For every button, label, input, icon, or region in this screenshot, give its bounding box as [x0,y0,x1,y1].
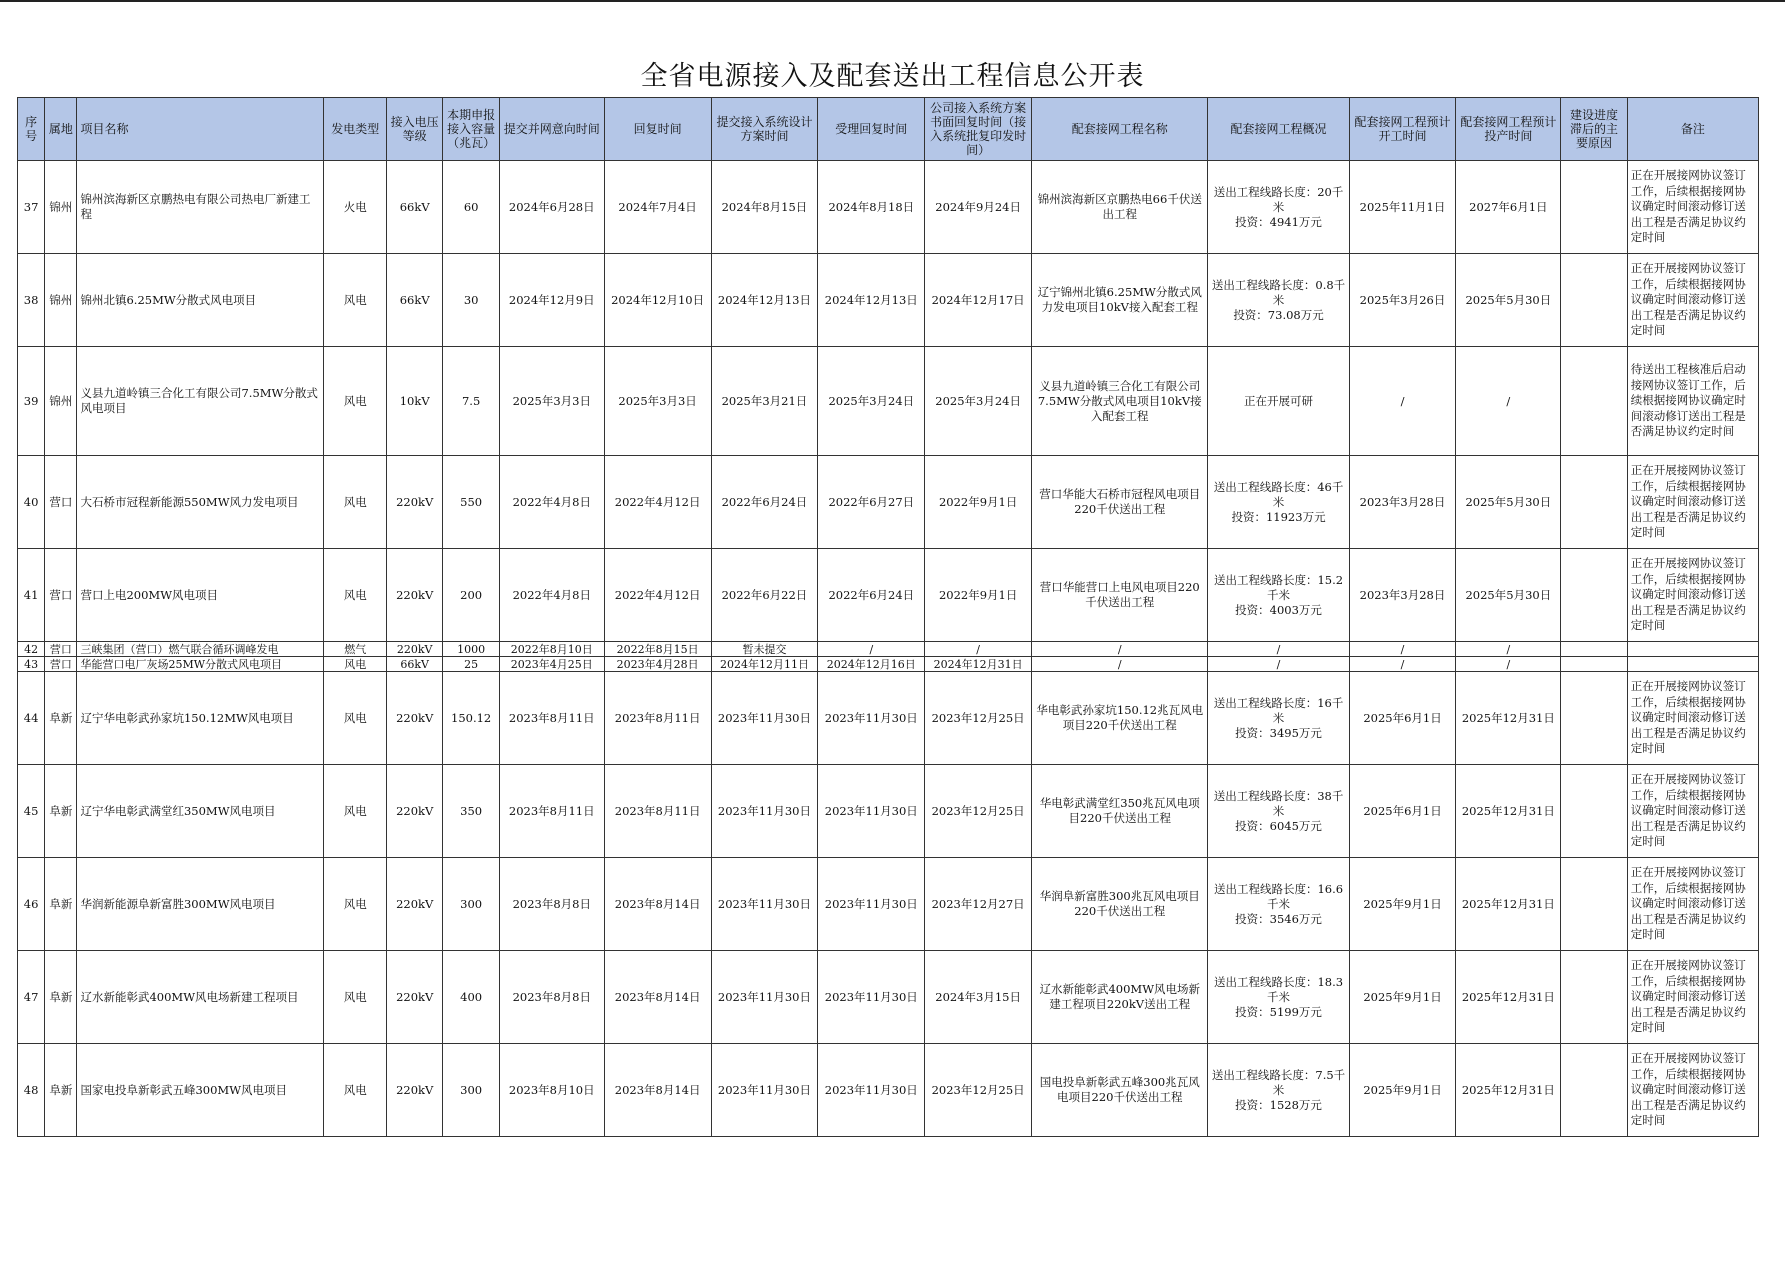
cell-reply: 2025年3月3日 [604,347,711,456]
cell-submit-intent: 2023年8月11日 [499,765,604,858]
cell-reply: 2023年8月14日 [604,1044,711,1137]
cell-submit-intent: 2024年6月28日 [499,161,604,254]
cell-delay-reason [1561,858,1628,951]
cell-city: 阜新 [45,672,77,765]
cell-delay-reason [1561,672,1628,765]
cell-approval: 2024年12月31日 [925,657,1032,672]
cell-capacity: 150.12 [443,672,499,765]
cell-voltage: 220kV [386,858,442,951]
cell-start: 2025年6月1日 [1349,765,1456,858]
cell-remark: 正在开展接网协议签订工作，后续根据接网协议确定时间滚动修订送出工程是否满足协议约定时间 [1627,161,1758,254]
cell-remark [1627,642,1758,657]
cell-submit-design: 2023年11月30日 [711,951,818,1044]
cell-proj-overview: 送出工程线路长度：20千米 投资：4941万元 [1208,161,1349,254]
header-reply: 回复时间 [604,98,711,161]
cell-remark [1627,657,1758,672]
cell-delay-reason [1561,951,1628,1044]
cell-voltage: 220kV [386,642,442,657]
cell-start: / [1349,347,1456,456]
cell-remark: 待送出工程核准后启动接网协议签订工作，后续根据接网协议确定时间滚动修订送出工程是否满足协议约定时间 [1627,347,1758,456]
cell-delay-reason [1561,549,1628,642]
table-row [18,254,1759,347]
cell-accept-reply: 2023年11月30日 [818,951,925,1044]
header-type: 发电类型 [324,98,387,161]
cell-proj-name: 锦州滨海新区京鹏热电66千伏送出工程 [1032,161,1208,254]
cell-operate: / [1456,657,1561,672]
table-row [18,951,1759,1044]
header-name: 项目名称 [77,98,324,161]
cell-operate: 2025年5月30日 [1456,254,1561,347]
cell-submit-intent: 2023年8月8日 [499,951,604,1044]
cell-capacity: 300 [443,1044,499,1137]
cell-accept-reply: 2024年12月16日 [818,657,925,672]
cell-capacity: 1000 [443,642,499,657]
cell-remark: 正在开展接网协议签订工作，后续根据接网协议确定时间滚动修订送出工程是否满足协议约定时间 [1627,456,1758,549]
cell-submit-design: 2022年6月22日 [711,549,818,642]
cell-submit-design: 2024年8月15日 [711,161,818,254]
cell-seq: 46 [18,858,45,951]
cell-capacity: 25 [443,657,499,672]
cell-start: 2025年6月1日 [1349,672,1456,765]
table-row [18,657,1759,672]
table-body [18,161,1759,1137]
cell-start: / [1349,657,1456,672]
cell-city: 阜新 [45,1044,77,1137]
cell-reply: 2024年7月4日 [604,161,711,254]
cell-city: 营口 [45,456,77,549]
cell-voltage: 220kV [386,672,442,765]
table-header-row [18,98,1759,161]
cell-proj-name: 辽宁锦州北镇6.25MW分散式风力发电项目10kV接入配套工程 [1032,254,1208,347]
cell-seq: 48 [18,1044,45,1137]
cell-operate: 2025年5月30日 [1456,456,1561,549]
cell-remark: 正在开展接网协议签订工作，后续根据接网协议确定时间滚动修订送出工程是否满足协议约定时间 [1627,672,1758,765]
cell-remark: 正在开展接网协议签订工作，后续根据接网协议确定时间滚动修订送出工程是否满足协议约定时间 [1627,1044,1758,1137]
cell-reply: 2023年8月11日 [604,672,711,765]
cell-operate: / [1456,642,1561,657]
cell-city: 阜新 [45,951,77,1044]
cell-submit-intent: 2024年12月9日 [499,254,604,347]
cell-proj-name: / [1032,642,1208,657]
cell-type: 风电 [324,1044,387,1137]
cell-voltage: 66kV [386,254,442,347]
cell-type: 风电 [324,657,387,672]
cell-submit-intent: 2025年3月3日 [499,347,604,456]
cell-operate: 2025年12月31日 [1456,951,1561,1044]
header-submit-intent: 提交并网意向时间 [499,98,604,161]
table-row [18,549,1759,642]
cell-delay-reason [1561,161,1628,254]
cell-name: 锦州滨海新区京鹏热电有限公司热电厂新建工程 [77,161,324,254]
cell-reply: 2022年8月15日 [604,642,711,657]
cell-proj-name: 华电彰武孙家坑150.12兆瓦风电项目220千伏送出工程 [1032,672,1208,765]
cell-submit-intent: 2023年8月10日 [499,1044,604,1137]
cell-seq: 47 [18,951,45,1044]
cell-accept-reply: 2025年3月24日 [818,347,925,456]
cell-submit-design: 2023年11月30日 [711,765,818,858]
header-capacity: 本期申报接入容量（兆瓦） [443,98,499,161]
cell-proj-name: 营口华能营口上电风电项目220千伏送出工程 [1032,549,1208,642]
cell-reply: 2024年12月10日 [604,254,711,347]
cell-accept-reply: 2023年11月30日 [818,765,925,858]
cell-city: 营口 [45,657,77,672]
cell-accept-reply: 2022年6月24日 [818,549,925,642]
cell-approval: 2023年12月25日 [925,672,1032,765]
cell-capacity: 200 [443,549,499,642]
cell-capacity: 60 [443,161,499,254]
cell-voltage: 220kV [386,549,442,642]
header-city: 属地 [45,98,77,161]
cell-submit-intent: 2023年4月25日 [499,657,604,672]
cell-voltage: 220kV [386,951,442,1044]
header-operate: 配套接网工程预计投产时间 [1456,98,1561,161]
header-submit-design: 提交接入系统设计方案时间 [711,98,818,161]
cell-type: 风电 [324,549,387,642]
cell-seq: 38 [18,254,45,347]
header-proj-overview: 配套接网工程概况 [1208,98,1349,161]
cell-city: 阜新 [45,858,77,951]
cell-accept-reply: 2024年8月18日 [818,161,925,254]
top-border-line [0,0,1785,2]
cell-capacity: 300 [443,858,499,951]
cell-voltage: 66kV [386,657,442,672]
cell-seq: 40 [18,456,45,549]
cell-submit-design: 2023年11月30日 [711,672,818,765]
cell-start: 2023年3月28日 [1349,456,1456,549]
cell-city: 锦州 [45,347,77,456]
cell-proj-overview: 送出工程线路长度：7.5千米 投资：1528万元 [1208,1044,1349,1137]
header-start: 配套接网工程预计开工时间 [1349,98,1456,161]
cell-type: 风电 [324,672,387,765]
cell-type: 燃气 [324,642,387,657]
cell-start: 2023年3月28日 [1349,549,1456,642]
cell-seq: 42 [18,642,45,657]
cell-reply: 2023年8月14日 [604,858,711,951]
cell-type: 火电 [324,161,387,254]
cell-capacity: 30 [443,254,499,347]
cell-capacity: 400 [443,951,499,1044]
cell-operate: 2025年12月31日 [1456,858,1561,951]
cell-submit-intent: 2023年8月11日 [499,672,604,765]
table-row [18,858,1759,951]
cell-proj-overview: 送出工程线路长度：16千米 投资：3495万元 [1208,672,1349,765]
project-table [17,97,1759,1137]
cell-operate: 2025年5月30日 [1456,549,1561,642]
cell-proj-overview: 送出工程线路长度：18.3千米 投资：5199万元 [1208,951,1349,1044]
cell-start: 2025年3月26日 [1349,254,1456,347]
cell-start: 2025年11月1日 [1349,161,1456,254]
cell-submit-design: 2022年6月24日 [711,456,818,549]
header-approval: 公司接入系统方案书面回复时间（接入系统批复印发时间） [925,98,1032,161]
cell-proj-overview: 送出工程线路长度：38千米 投资：6045万元 [1208,765,1349,858]
cell-reply: 2022年4月12日 [604,456,711,549]
cell-type: 风电 [324,765,387,858]
cell-proj-overview: / [1208,642,1349,657]
cell-city: 锦州 [45,161,77,254]
cell-delay-reason [1561,765,1628,858]
header-remark: 备注 [1627,98,1758,161]
cell-proj-overview: / [1208,657,1349,672]
cell-name: 华润新能源阜新富胜300MW风电项目 [77,858,324,951]
cell-submit-design: 2025年3月21日 [711,347,818,456]
cell-approval: / [925,642,1032,657]
cell-capacity: 7.5 [443,347,499,456]
cell-approval: 2024年3月15日 [925,951,1032,1044]
cell-reply: 2023年4月28日 [604,657,711,672]
cell-voltage: 220kV [386,456,442,549]
header-seq: 序号 [18,98,45,161]
cell-approval: 2022年9月1日 [925,549,1032,642]
cell-proj-overview: 送出工程线路长度：0.8千米 投资：73.08万元 [1208,254,1349,347]
cell-start: 2025年9月1日 [1349,1044,1456,1137]
cell-submit-design: 暂未提交 [711,642,818,657]
cell-name: 锦州北镇6.25MW分散式风电项目 [77,254,324,347]
cell-accept-reply: 2023年11月30日 [818,672,925,765]
cell-start: 2025年9月1日 [1349,858,1456,951]
cell-remark: 正在开展接网协议签订工作，后续根据接网协议确定时间滚动修订送出工程是否满足协议约定时间 [1627,254,1758,347]
cell-proj-name: 国电投阜新彰武五峰300兆瓦风电项目220千伏送出工程 [1032,1044,1208,1137]
table-row [18,642,1759,657]
cell-type: 风电 [324,951,387,1044]
cell-proj-name: 华润阜新富胜300兆瓦风电项目220千伏送出工程 [1032,858,1208,951]
cell-operate: 2027年6月1日 [1456,161,1561,254]
cell-name: 华能营口电厂灰场25MW分散式风电项目 [77,657,324,672]
cell-proj-name: 辽水新能彰武400MW风电场新建工程项目220kV送出工程 [1032,951,1208,1044]
cell-voltage: 10kV [386,347,442,456]
cell-approval: 2025年3月24日 [925,347,1032,456]
cell-name: 义县九道岭镇三合化工有限公司7.5MW分散式风电项目 [77,347,324,456]
cell-city: 营口 [45,642,77,657]
cell-submit-design: 2023年11月30日 [711,1044,818,1137]
cell-remark: 正在开展接网协议签订工作，后续根据接网协议确定时间滚动修订送出工程是否满足协议约定时间 [1627,858,1758,951]
cell-name: 三峡集团（营口）燃气联合循环调峰发电 [77,642,324,657]
header-voltage: 接入电压等级 [386,98,442,161]
cell-delay-reason [1561,456,1628,549]
cell-city: 阜新 [45,765,77,858]
cell-name: 辽宁华电彰武满堂红350MW风电项目 [77,765,324,858]
cell-proj-name: 华电彰武满堂红350兆瓦风电项目220千伏送出工程 [1032,765,1208,858]
table-row [18,1044,1759,1137]
cell-accept-reply: 2022年6月27日 [818,456,925,549]
cell-voltage: 220kV [386,1044,442,1137]
cell-delay-reason [1561,254,1628,347]
cell-seq: 44 [18,672,45,765]
cell-operate: 2025年12月31日 [1456,672,1561,765]
cell-start: 2025年9月1日 [1349,951,1456,1044]
cell-operate: 2025年12月31日 [1456,1044,1561,1137]
cell-remark: 正在开展接网协议签订工作，后续根据接网协议确定时间滚动修订送出工程是否满足协议约定时间 [1627,951,1758,1044]
cell-city: 锦州 [45,254,77,347]
cell-type: 风电 [324,858,387,951]
cell-seq: 41 [18,549,45,642]
table-row [18,161,1759,254]
cell-proj-overview: 送出工程线路长度：15.2千米 投资：4003万元 [1208,549,1349,642]
cell-start: / [1349,642,1456,657]
cell-approval: 2023年12月27日 [925,858,1032,951]
cell-proj-name: / [1032,657,1208,672]
cell-reply: 2023年8月14日 [604,951,711,1044]
table-row [18,672,1759,765]
cell-type: 风电 [324,347,387,456]
cell-accept-reply: 2024年12月13日 [818,254,925,347]
cell-delay-reason [1561,642,1628,657]
cell-proj-overview: 送出工程线路长度：16.6千米 投资：3546万元 [1208,858,1349,951]
cell-delay-reason [1561,657,1628,672]
header-delay-reason: 建设进度滞后的主要原因 [1561,98,1628,161]
cell-delay-reason [1561,1044,1628,1137]
cell-remark: 正在开展接网协议签订工作，后续根据接网协议确定时间滚动修订送出工程是否满足协议约定时间 [1627,549,1758,642]
cell-proj-name: 义县九道岭镇三合化工有限公司7.5MW分散式风电项目10kV接入配套工程 [1032,347,1208,456]
cell-proj-overview: 正在开展可研 [1208,347,1349,456]
cell-seq: 45 [18,765,45,858]
page-title: 全省电源接入及配套送出工程信息公开表 [640,61,1145,92]
cell-approval: 2023年12月25日 [925,1044,1032,1137]
cell-name: 国家电投阜新彰武五峰300MW风电项目 [77,1044,324,1137]
cell-accept-reply: 2023年11月30日 [818,1044,925,1137]
cell-voltage: 66kV [386,161,442,254]
cell-proj-name: 营口华能大石桥市冠程风电项目220千伏送出工程 [1032,456,1208,549]
cell-approval: 2022年9月1日 [925,456,1032,549]
cell-submit-intent: 2022年8月10日 [499,642,604,657]
cell-name: 营口上电200MW风电项目 [77,549,324,642]
cell-type: 风电 [324,456,387,549]
table-row [18,765,1759,858]
cell-operate: 2025年12月31日 [1456,765,1561,858]
cell-remark: 正在开展接网协议签订工作，后续根据接网协议确定时间滚动修订送出工程是否满足协议约定时间 [1627,765,1758,858]
cell-type: 风电 [324,254,387,347]
cell-operate: / [1456,347,1561,456]
cell-submit-design: 2024年12月11日 [711,657,818,672]
cell-voltage: 220kV [386,765,442,858]
cell-capacity: 350 [443,765,499,858]
cell-name: 辽水新能彰武400MW风电场新建工程项目 [77,951,324,1044]
cell-submit-intent: 2023年8月8日 [499,858,604,951]
cell-reply: 2023年8月11日 [604,765,711,858]
cell-proj-overview: 送出工程线路长度：46千米 投资：11923万元 [1208,456,1349,549]
cell-delay-reason [1561,347,1628,456]
cell-submit-design: 2024年12月13日 [711,254,818,347]
cell-approval: 2024年12月17日 [925,254,1032,347]
cell-submit-intent: 2022年4月8日 [499,456,604,549]
cell-capacity: 550 [443,456,499,549]
cell-accept-reply: 2023年11月30日 [818,858,925,951]
cell-seq: 37 [18,161,45,254]
cell-accept-reply: / [818,642,925,657]
table-row [18,347,1759,456]
cell-approval: 2024年9月24日 [925,161,1032,254]
table-row [18,456,1759,549]
cell-city: 营口 [45,549,77,642]
cell-submit-design: 2023年11月30日 [711,858,818,951]
header-accept-reply: 受理回复时间 [818,98,925,161]
cell-name: 辽宁华电彰武孙家坑150.12MW风电项目 [77,672,324,765]
cell-seq: 39 [18,347,45,456]
cell-reply: 2022年4月12日 [604,549,711,642]
cell-submit-intent: 2022年4月8日 [499,549,604,642]
header-proj-name: 配套接网工程名称 [1032,98,1208,161]
cell-name: 大石桥市冠程新能源550MW风力发电项目 [77,456,324,549]
cell-approval: 2023年12月25日 [925,765,1032,858]
cell-seq: 43 [18,657,45,672]
